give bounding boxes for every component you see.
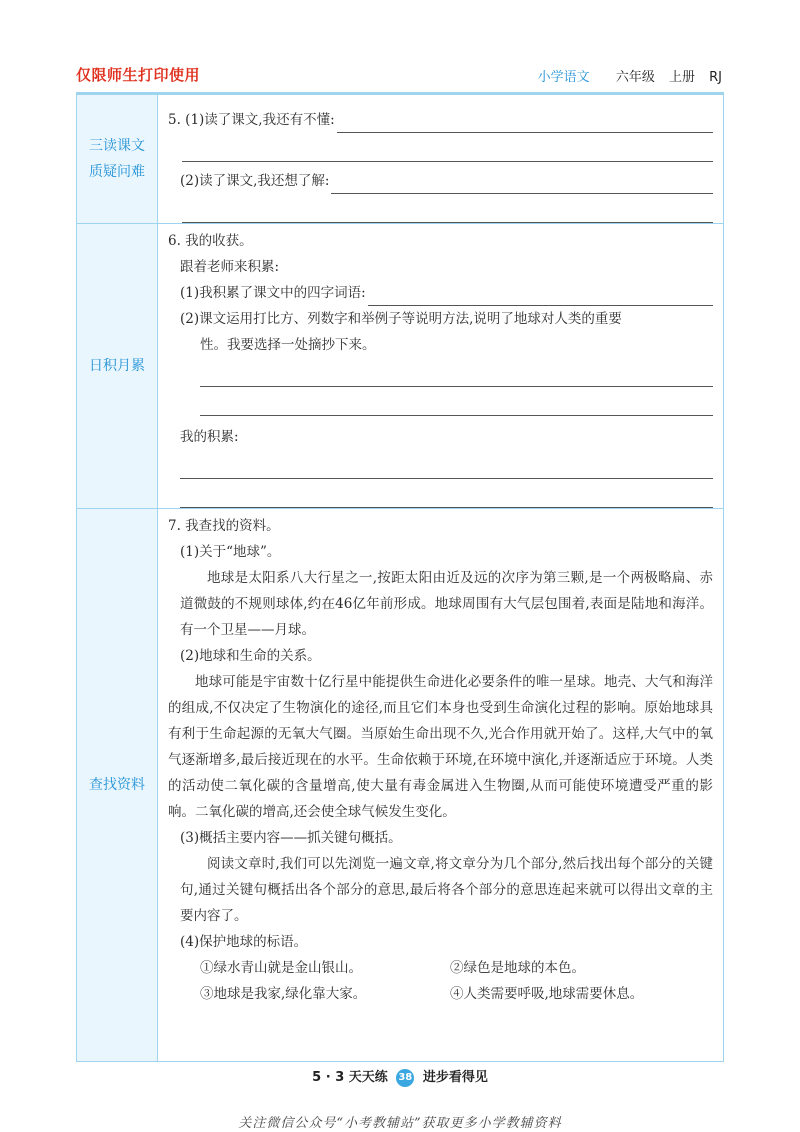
footer-slogan: 进步看得见 bbox=[422, 1070, 488, 1085]
question-6-1 bbox=[168, 280, 713, 306]
slogan-item: ②绿色是地球的本色。 bbox=[450, 960, 585, 976]
slogans-list bbox=[168, 955, 713, 1007]
grade-label: 六年级 bbox=[615, 70, 655, 85]
section-content-research bbox=[158, 509, 724, 1062]
answer-line[interactable] bbox=[180, 450, 713, 479]
section-label-research bbox=[77, 509, 158, 1062]
earth-life-heading: (2)地球和生命的关系。 bbox=[180, 648, 321, 664]
question-5-2-text: (2)读了课文,我还想了解: bbox=[180, 173, 330, 189]
earth-paragraph: 地球是太阳系八大行星之一,按距太阳由近及远的次序为第三颗,是一个两极略扁、赤道微鼓的不规则球体,约在46亿年前形成。地球周围有大气层包围着,表面是陆地和海洋。有一个卫星——月球。 bbox=[180, 570, 713, 638]
earth-heading: (1)关于“地球”。 bbox=[180, 544, 281, 560]
subject-label: 小学语文 bbox=[537, 70, 590, 85]
answer-line[interactable] bbox=[180, 479, 713, 508]
follow-teacher-text: 跟着老师来积累: bbox=[180, 259, 280, 275]
answer-line[interactable] bbox=[200, 358, 713, 387]
footer-brand: 5 · 3 天天练 bbox=[312, 1070, 388, 1085]
watermark-text: 关注微信公众号“小考教辅站”获取更多小学教辅资料 bbox=[238, 1116, 562, 1131]
edition-label: RJ bbox=[709, 70, 722, 85]
question-6-title: 6. 我的收获。 bbox=[168, 233, 253, 249]
question-5-2 bbox=[168, 168, 713, 194]
book-info bbox=[528, 66, 722, 85]
section-label-text: 查找资料 bbox=[89, 777, 145, 793]
my-accumulation-label: 我的积累: bbox=[180, 429, 239, 445]
section-content-accumulate bbox=[158, 224, 724, 509]
section-read-question bbox=[77, 95, 724, 224]
question-6-2-line1: (2)课文运用打比方、列数字和举例子等说明方法,说明了地球对人类的重要 bbox=[180, 311, 622, 327]
answer-line[interactable] bbox=[331, 176, 713, 194]
page-footer bbox=[0, 1066, 800, 1087]
summary-method-paragraph: 阅读文章时,我们可以先浏览一遍文章,将文章分为几个部分,然后找出每个部分的关键句,通过关键句概括出各个部分的意思,最后将各个部分的意思连起来就可以得出文章的主要内容了。 bbox=[180, 856, 713, 924]
question-5-1 bbox=[168, 107, 713, 133]
section-label-accumulate bbox=[77, 224, 158, 509]
section-label-text: 日积月累 bbox=[89, 358, 145, 374]
section-label-line2: 质疑问难 bbox=[89, 164, 145, 180]
question-6-1-text: (1)我积累了课文中的四字词语: bbox=[180, 285, 366, 301]
summary-method-heading: (3)概括主要内容——抓关键句概括。 bbox=[180, 830, 402, 846]
slogan-item: ①绿水青山就是金山银山。 bbox=[200, 960, 362, 976]
earth-life-paragraph: 地球可能是宇宙数十亿行星中能提供生命进化必要条件的唯一星球。地壳、大气和海洋的组成,不仅决定了生物演化的途径,而且它们本身也受到生命演化过程的影响。原始地球具有利于生命起源的无氧大气圈。当原始生命出现不久,光合作用就开始了。这样,大气中的氧气逐渐增多,最后接近现在的水平。生命依赖于环境,在环境中演化,并逐渐适应于环境。人类的活动使二氧化碳的含量增高,使大量有毒金属进入生物圈,从而可能使环境遭受严重的影响。二氧化碳的增高,还会使全球气候发生变化。 bbox=[168, 674, 713, 820]
answer-line[interactable] bbox=[337, 115, 713, 133]
slogan-item: ③地球是我家,绿化靠大家。 bbox=[200, 986, 367, 1002]
question-7-title: 7. 我查找的资料。 bbox=[168, 518, 280, 534]
section-research bbox=[77, 509, 724, 1062]
print-notice: 仅限师生打印使用 bbox=[76, 66, 201, 84]
answer-line[interactable] bbox=[200, 387, 713, 416]
slogan-item: ④人类需要呼吸,地球需要休息。 bbox=[450, 986, 644, 1002]
answer-line[interactable] bbox=[182, 194, 713, 223]
section-label-line1: 三读课文 bbox=[89, 138, 145, 154]
section-accumulate bbox=[77, 224, 724, 509]
answer-line[interactable] bbox=[368, 288, 713, 306]
section-label-read bbox=[77, 95, 158, 224]
question-6-2-line2: 性。我要选择一处摘抄下来。 bbox=[200, 337, 376, 353]
section-content-read bbox=[158, 95, 724, 224]
question-5-1-text: 5. (1)读了课文,我还有不懂: bbox=[168, 112, 335, 128]
slogans-heading: (4)保护地球的标语。 bbox=[180, 934, 308, 950]
worksheet-table bbox=[76, 94, 724, 1062]
page-number: 38 bbox=[396, 1069, 414, 1087]
volume-label: 上册 bbox=[668, 70, 695, 85]
answer-line[interactable] bbox=[182, 133, 713, 162]
